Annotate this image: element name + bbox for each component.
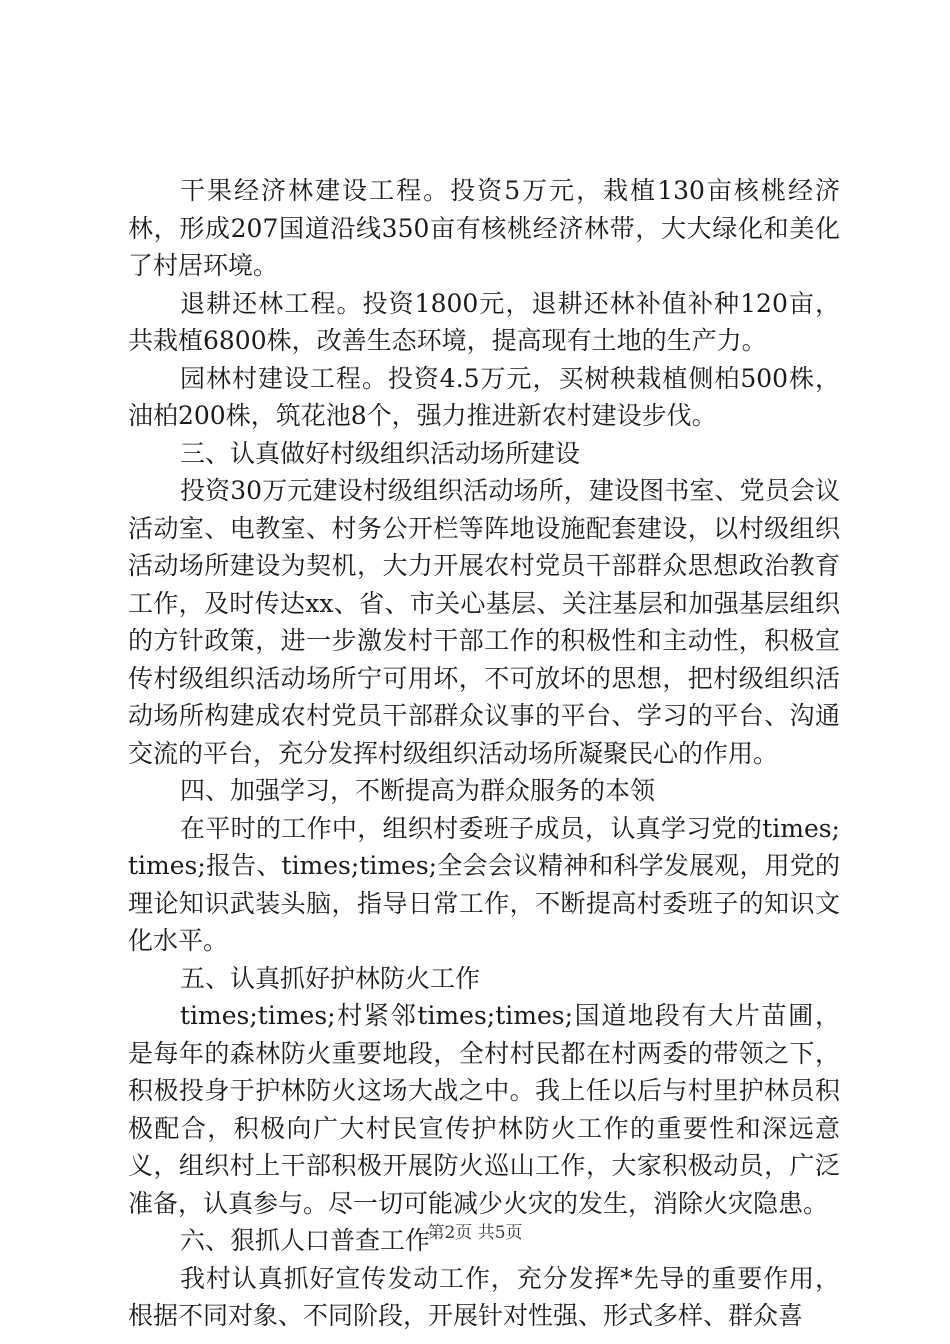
section-heading-5: 五、认真抓好护林防火工作 [180,963,481,993]
paragraph-fire-prevention: times;times;村紧邻times;times;国道地段有大片苗圃，是每年的森林防火重要地段，全村村民都在村两委的带领之下，积极投身于护林防火这场大战之中。我上任以后与村里护林员积极配合，积极向广大村民宣传护林防火工作的重要性和深远意义，组织村上干部积极开展防火巡山工作，大家积极动员，广泛准备，认真参与。尽一切可能减少火灾的发生，消除火灾隐患。 [128,1001,840,1218]
paragraph-dry-fruit-forest: 干果经济林建设工程。投资5万元，栽植130亩核桃经济林，形成207国道沿线350亩有核桃经济林带，大大绿化和美化了村居环境。 [128,176,840,280]
section-heading-4: 四、加强学习，不断提高为群众服务的本领 [180,776,656,805]
paragraph-study: 在平时的工作中，组织村委班子成员，认真学习党的times;times;报告、times;times;全会会议精神和科学发展观，用党的理论知识武装头脑，指导日常工作，不断提高村委班子的知识文化水平。 [128,813,840,955]
paragraph-garden-village: 园林村建设工程。投资4.5万元，买树秧栽植侧柏500株，油柏200株，筑花池8个，强力推进新农村建设步伐。 [128,363,840,430]
section-heading-6: 六、狠抓人口普查工作 [180,1226,431,1255]
section-heading-3: 三、认真做好村级组织活动场所建设 [180,438,581,468]
page-footer: 第2页 共5页 [427,1223,523,1243]
paragraph-activity-venue: 投资30万元建设村级组织活动场所，建设图书室、党员会议活动室、电教室、村务公开栏等阵地设施配套建设，以村级组织活动场所建设为契机，大力开展农村党员干部群众思想政治教育工作，及时传达xx、省、市关心基层、关注基层和加强基层组织的方针政策，进一步激发村干部工作的积极性和主动性，积极宣传村级组织活动场所宁可用坏，不可放坏的思想，把村级组织活动场所构建成农村党员干部群众议事的平台、学习的平台、沟通交流的平台，充分发挥村级组织活动场所凝聚民心的作用。 [128,476,840,768]
document-body [128,172,840,1335]
paragraph-census: 我村认真抓好宣传发动工作，充分发挥*先导的重要作用，根据不同对象、不同阶段，开展针对性强、形式多样、群众喜 [128,1263,840,1330]
paragraph-returning-farmland: 退耕还林工程。投资1800元，退耕还林补值补种120亩，共栽植6800株，改善生态环境，提高现有土地的生产力。 [128,288,840,355]
